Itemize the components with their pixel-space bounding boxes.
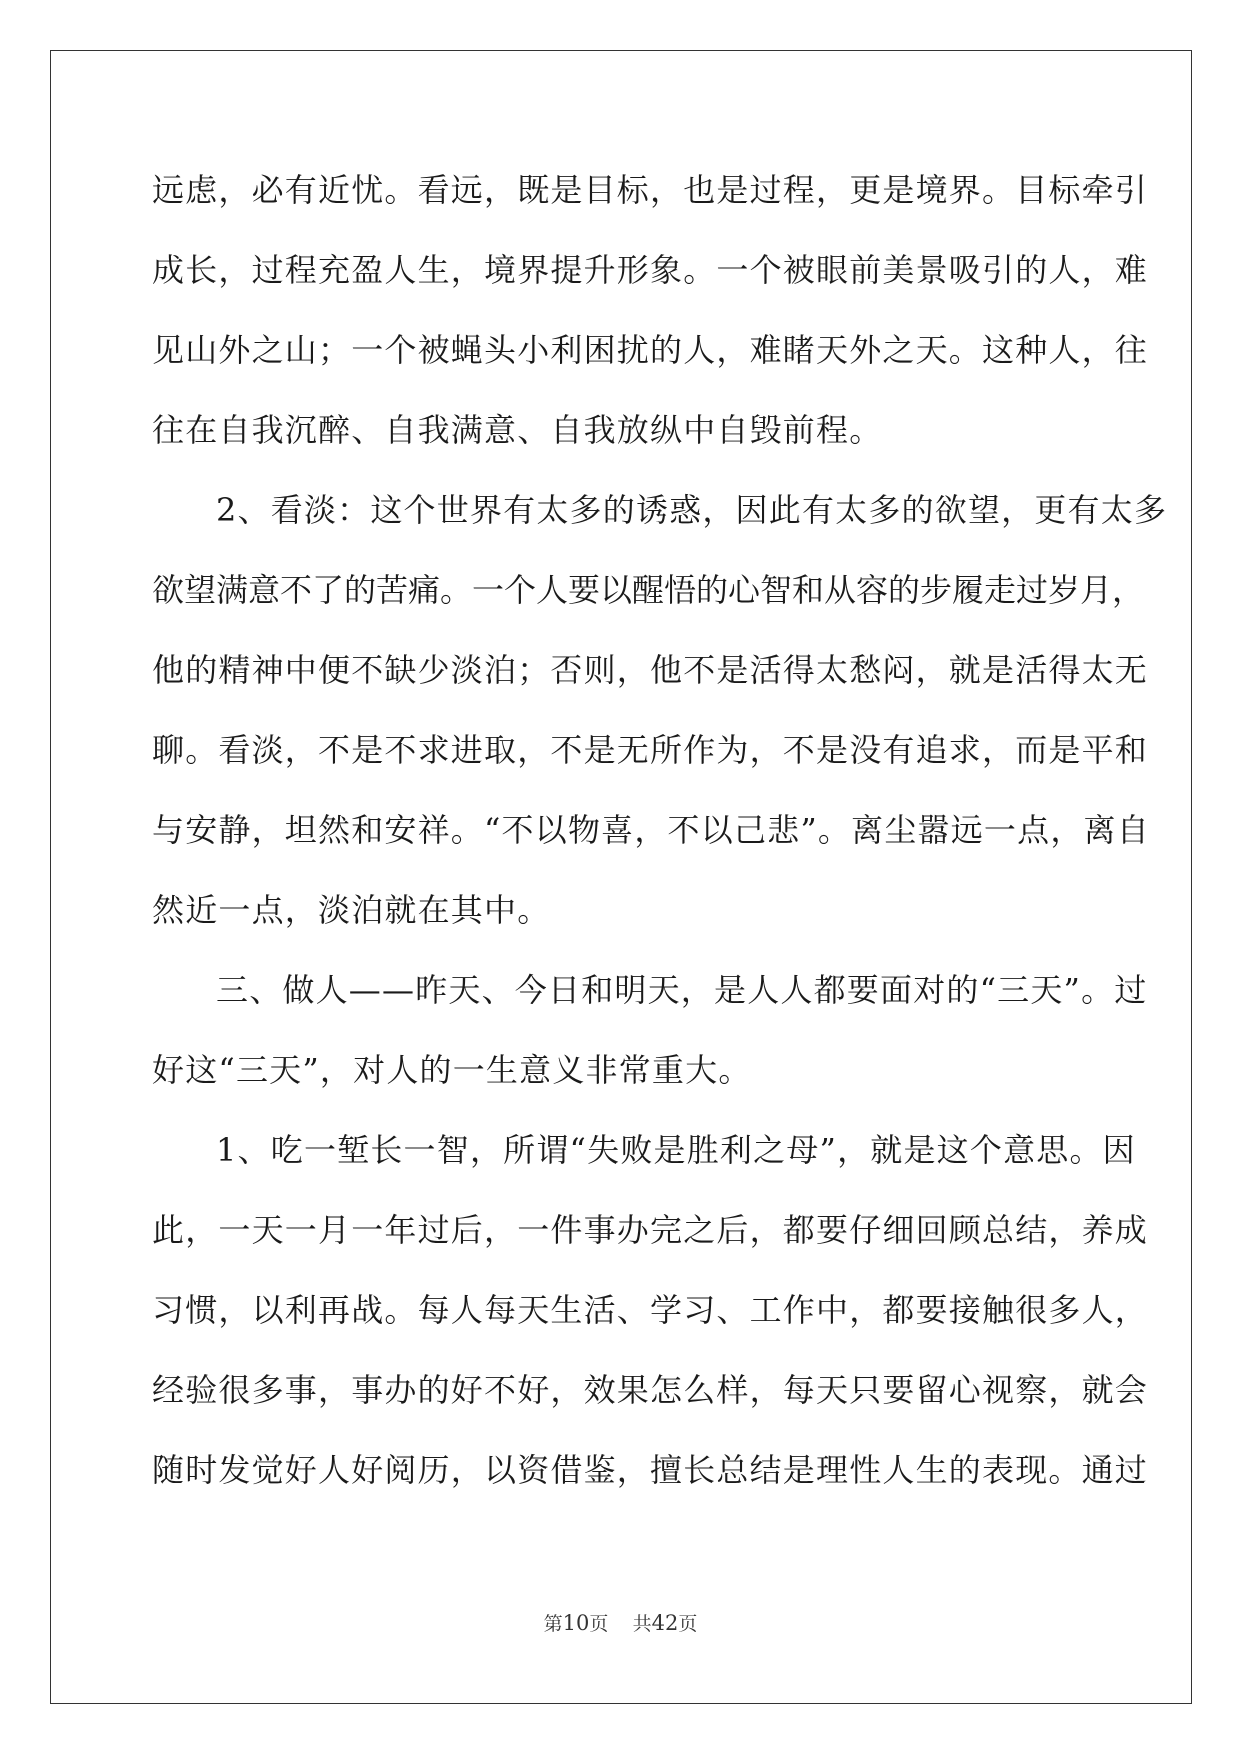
page-prefix: 第 bbox=[543, 1613, 563, 1635]
page-footer bbox=[0, 1610, 1241, 1637]
text-line: 见山外之山；一个被蝇头小利困扰的人，难睹天外之天。这种人，往 bbox=[152, 331, 1149, 369]
paragraph-start-line: 2、看淡：这个世界有太多的诱惑，因此有太多的欲望，更有太多 bbox=[216, 491, 1168, 529]
text-line: 好这“三天”，对人的一生意义非常重大。 bbox=[152, 1051, 752, 1089]
text-line: 然近一点，淡泊就在其中。 bbox=[152, 891, 551, 929]
body-text bbox=[152, 150, 1168, 1510]
text-line: 此，一天一月一年过后，一件事办完之后，都要仔细回顾总结，养成 bbox=[152, 1211, 1149, 1249]
paragraph-start-line: 1、吃一堑长一智，所谓“失败是胜利之母”，就是这个意思。因 bbox=[216, 1131, 1136, 1169]
text-line: 随时发觉好人好阅历，以资借鉴，擅长总结是理性人生的表现。通过 bbox=[152, 1451, 1149, 1489]
total-prefix: 共 bbox=[632, 1613, 652, 1635]
text-line: 往在自我沉醉、自我满意、自我放纵中自毁前程。 bbox=[152, 411, 883, 449]
text-line: 聊。看淡，不是不求进取，不是无所作为，不是没有追求，而是平和 bbox=[152, 731, 1149, 769]
text-line: 成长，过程充盈人生，境界提升形象。一个被眼前美景吸引的人，难 bbox=[152, 251, 1149, 289]
text-line: 他的精神中便不缺少淡泊；否则，他不是活得太愁闷，就是活得太无 bbox=[152, 651, 1149, 689]
text-line: 经验很多事，事办的好不好，效果怎么样，每天只要留心视察，就会 bbox=[152, 1371, 1149, 1409]
total-suffix: 页 bbox=[678, 1613, 698, 1635]
paragraph-start-line: 三、做人——昨天、今日和明天，是人人都要面对的“三天”。过 bbox=[216, 971, 1148, 1009]
text-line: 欲望满意不了的苦痛。一个人要以醒悟的心智和从容的步履走过岁月， bbox=[152, 571, 1145, 609]
page-total: 42 bbox=[651, 1611, 679, 1635]
text-line: 与安静，坦然和安祥。“不以物喜，不以己悲”。离尘嚣远一点，离自 bbox=[152, 811, 1150, 849]
page-current: 10 bbox=[562, 1611, 590, 1635]
text-line: 习惯，以利再战。每人每天生活、学习、工作中，都要接触很多人， bbox=[152, 1291, 1149, 1329]
text-line: 远虑，必有近忧。看远，既是目标，也是过程，更是境界。目标牵引 bbox=[152, 171, 1149, 209]
page-suffix: 页 bbox=[589, 1613, 609, 1635]
